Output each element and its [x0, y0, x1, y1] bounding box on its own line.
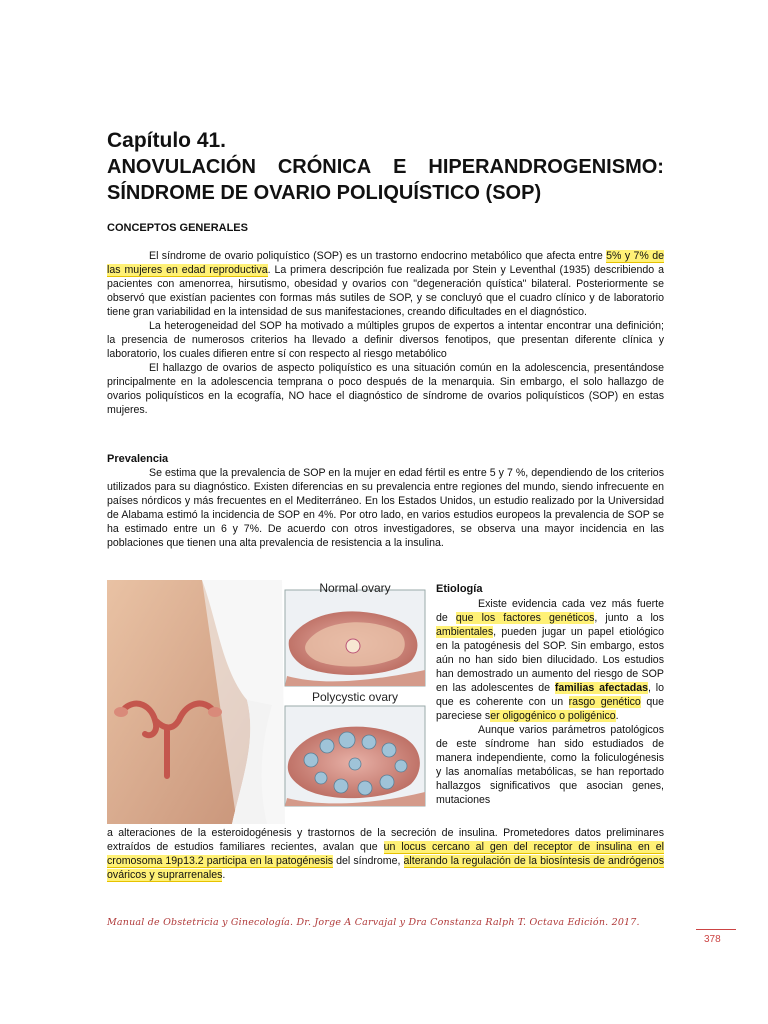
- highlighted-text: 5% y 7% de las mujeres en edad reproductiva: [107, 250, 664, 276]
- chapter-title-line3: SÍNDROME DE OVARIO POLIQUÍSTICO (SOP): [107, 182, 542, 204]
- title-word: E: [393, 156, 407, 178]
- paragraph: La heterogeneidad del SOP ha motivado a múltiples grupos de expertos a intentar encontrar una definición; la presencia de numerosos criterios ha llevado a definir diversos fenotipos, que presentan diferente clínica y laboratorio, los cuales difieren entre sí con respecto al riesgo metabólico: [107, 320, 664, 360]
- chapter-title: [107, 128, 664, 206]
- prevalencia-body: [107, 466, 664, 550]
- highlighted-text: er oligogénico o poligénico: [490, 710, 616, 722]
- text-run: del síndrome,: [333, 855, 404, 867]
- highlighted-text: familias afectadas: [554, 682, 648, 694]
- highlighted-text: alterando la regulación de la biosíntesis de andrógenos ováricos y suprarrenales: [107, 855, 664, 881]
- text-run: . La primera descripción fue realizada por Stein y Leventhal (1935) describiendo a pacientes con amenorrea, hirsutismo, obesidad y ovarios con "degeneración quística" bilateral. Posteriormente se observó que existían pacientes con formas más sutiles de SOP, y se concluyó que el cuadro clínico y de laboratorio tiene gran variabilidad en la intensidad de sus manifestaciones, creando dificultades en el diagnóstico.: [107, 264, 664, 318]
- text-run: a alteraciones de la esteroidogénesis y trastornos de la secreción de insulina. Prometedores datos preliminares extraídos de estudios familiares recientes, avalan que: [107, 827, 664, 853]
- highlighted-text: un locus cercano al gen del receptor de insulina en el cromosoma 19p13.2 participa en la patogénesis: [107, 841, 664, 867]
- ovary-small-left: [114, 707, 128, 717]
- text-run: El síndrome de ovario poliquístico (SOP) es un trastorno endocrino metabólico que afecta entre: [149, 250, 607, 262]
- etiologia-continuation: [107, 826, 664, 882]
- etiologia-body: [436, 597, 664, 807]
- ovary-small-right: [208, 707, 222, 717]
- paragraph: [107, 249, 664, 319]
- title-word: HIPERANDROGENISMO:: [428, 156, 664, 178]
- highlighted-text: rasgo genético: [568, 696, 641, 708]
- paragraph: Aunque varios parámetros patológicos de este síndrome han sido estudiados de manera independiente, como la foliculogénesis y las anomalías metabólicas, se han reportado hallazgos significativos que asocian genes, mutaciones: [436, 724, 664, 806]
- section-heading-conceptos: CONCEPTOS GENERALES: [107, 222, 248, 234]
- text-run: .: [615, 710, 619, 722]
- text-run: que pareciese s: [436, 696, 665, 722]
- title-word: CRÓNICA: [277, 156, 372, 178]
- text-run: Existe evidencia cada vez más fuerte de: [436, 598, 664, 624]
- text-run: , lo que es coherente con un: [436, 682, 664, 708]
- paragraph: Se estima que la prevalencia de SOP en la mujer en edad fértil es entre 5 y 7 %, dependiendo de los criterios utilizados para su diagnóstico. Existen diferencias en su prevalencia entre regiones del mundo, siendo infrecuente en países nórdicos y más frecuentes en el Mediterráneo. En los Estados Unidos, un estudio realizado por la Universidad de Alabama estimó la incidencia de SOP en 4%. Por otro lado, en varios estudios europeos la prevalencia de SOP se ha estimado entre un 6 y 7%. De acuerdo con otros investigadores, se observa una mayor incidencia en las poblaciones que tienen una alta prevalencia de resistencia a la insulina.: [107, 467, 664, 549]
- footer-credit: Manual de Obstetricia y Ginecología. Dr. Jorge A Carvajal y Dra Constanza Ralph T. Octava Edición. 2017.: [107, 917, 640, 928]
- chapter-number: Capítulo 41.: [107, 129, 227, 152]
- chapter-title-line2: [107, 154, 664, 180]
- paragraph: El hallazgo de ovarios de aspecto poliquístico es una situación común en la adolescencia, presentándose principalmente en la adolescencia temprana o poco después de la menarquia. Sin embargo, el solo hallazgo de ovarios poliquísticos en la ecografía, NO hace el diagnóstico de síndrome de ovarios poliquísticos (SOP) en estas mujeres.: [107, 362, 664, 416]
- text-run: , junto a los: [594, 612, 664, 624]
- highlighted-text: ambientales: [436, 626, 494, 638]
- title-word: ANOVULACIÓN: [107, 156, 256, 178]
- ovary-illustration: [107, 580, 432, 824]
- text-run: , pueden jugar un papel etiológico en la patogénesis del SOP. Sin embargo, estos aún no han sido bien dilucidado. Los estudios han demostrado un aumento del riesgo de SOP en las adolescentes de: [436, 626, 664, 694]
- page-number: 378: [704, 934, 721, 945]
- section-heading-prevalencia: Prevalencia: [107, 453, 169, 465]
- text-run: .: [222, 869, 226, 881]
- conceptos-body: [107, 249, 664, 417]
- ovary-illustration-svg: [107, 580, 432, 824]
- highlighted-text: que los factores genéticos: [455, 612, 595, 624]
- footer-rule: [696, 929, 736, 930]
- label-normal-ovary: Normal ovary: [319, 581, 391, 595]
- paragraph: [436, 597, 664, 723]
- section-heading-etiologia: Etiología: [436, 583, 483, 595]
- label-polycystic-ovary: Polycystic ovary: [311, 690, 399, 704]
